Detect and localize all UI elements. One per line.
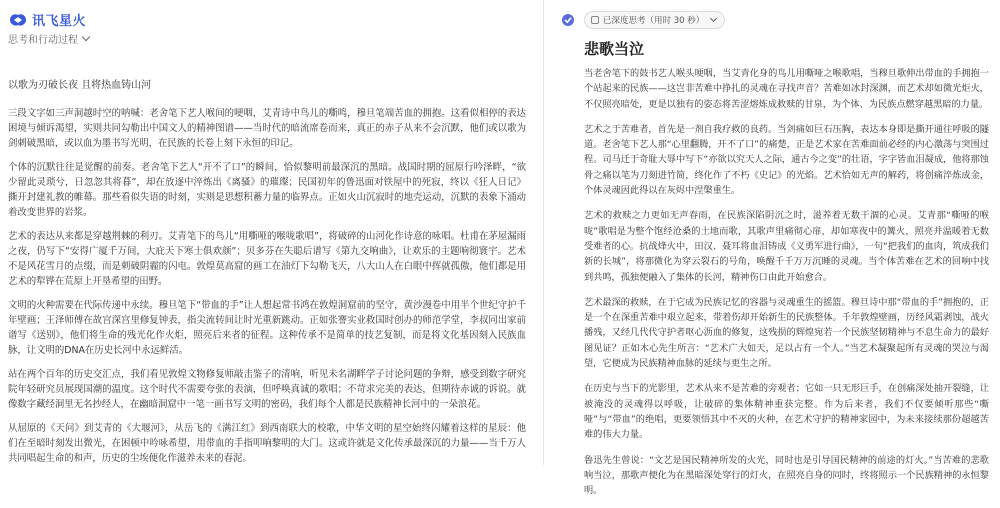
right-paragraph: 鲁迅先生曾说：“文艺是国民精神所发的火光，同时也是引导国民精神的前途的灯火。”当苦难的悲歌响当泣，那歌声便化为在黑暗深处穿行的灯火，在照亮自身的同时，终将照示一个民族精神的永恒黎明。 (584, 454, 989, 497)
chevron-down-icon (82, 33, 90, 41)
clock-icon (591, 16, 599, 24)
deep-think-label: 已深度思考（用时 30 秒） (603, 16, 705, 26)
deep-think-badge[interactable] (584, 11, 725, 29)
right-paragraph: 在历史与当下的光影里，艺术从来不是苦难的旁观者；它如一只无形巨手，在创痛深处抽开裂缝，让被淹没的灵魂得以呼吸，让破碎的集体精神重获完整。作为后来者，我们不仅要倾听那些“嘶哑”与“带血”的绝唱，更要领悟其中不灭的火种，在艺术守护的精神家园中，为未来接续那份超越苦难的伟大力量。 (584, 383, 989, 441)
left-paragraph: 文明的火种需要在代际传递中永续。穆旦笔下“带血的手”让人想起常书鸿在敦煌洞窟前的坚守，黄沙漫卷中用半个世纪守护千年壁画；王泽师傅在故宫深宫里修复钟表，指尖流转间让时光重新跳动。正如张謇实业救国时创办的师范学堂，李叔同出家前谱写《送别》，他们将生命的残光化作火炬，照亮后来者的征程。这种传承不是简单的技艺复制，而是将文化基因刻入民族血脉，让文明的DNA在历史长河中永远鲜活。 (8, 300, 526, 356)
pane-divider (543, 0, 544, 465)
left-paragraph: 艺术的表达从来都是穿越荆棘的利刃。艾青笔下的鸟儿“用嘶哑的喉咙歌唱”，将破碎的山河化作诗意的咏唱。杜甫在茅屋漏雨之夜，仍写下“安得广厦千万间，大庇天下寒士俱欢颜”；贝多芬在失聪后谱写《第九交响曲》，让欢乐的主题响彻寰宇。艺术不是风花雪月的点缀，而是刺破阴霾的闪电。敦煌莫高窟的画工在油灯下勾勒飞天，八大山人在白眼中挥就孤傲，他们都是用艺术的犁铧在荒原上开垦希望的田野。 (8, 231, 526, 287)
chevron-down-icon (710, 15, 717, 22)
left-essay-subtitle: 以歌为刃破长夜 且将热血铸山河 (8, 80, 152, 91)
left-paragraph: 三段文字如三声洞越时空的呐喊：老舍笔下艺人喉间的哽咽，艾青诗中鸟儿的嘶鸣，穆旦笔端苦血的拥抱。这看似相停的表达困境与倾诉渴望，实则共同勾勒出中国文人的精神图谱——当时代的暗流席卷而来，真正的赤子从来不会沉默，他们或以歌为剑刺破黑暗，或以血为墨书写光明，在民族的长卷上刻下永恒的印记。 (8, 108, 526, 149)
left-pane (0, 0, 540, 465)
process-toggle-label: 思考和行动过程 (8, 35, 78, 46)
brand-name: 讯飞星火 (32, 14, 87, 29)
right-paragraph: 艺术最深的救赎，在于它成为民族记忆的容器与灵魂重生的摇篮。穆旦诗中那“带血的手”拥抱的，正是一个在深重苦难中艰立起来，带着伤却开始新生的民族整体。千年敦煌壁画，历经风霜剥蚀，战火播残，又经几代代守护者呕心沥血的修复，这残损的辉煌宛若一个民族坚韧精神与不息生命力的最好图见证？正如木心先生所言：“艺术广大如天，足以占有一个人。”当艺术凝聚起所有灵魂的哭泣与渴望，它便成为民族精神血脉的延续与更生之所。 (584, 296, 989, 370)
process-toggle[interactable] (8, 31, 89, 46)
deep-think-icon (561, 13, 575, 27)
left-paragraph: 从屈原的《天问》到艾青的《大堰河》，从岳飞的《满江红》到西南联大的校歌，中华文明的星空始终闪耀着这样的星辰：他们在至暗时刻发出微光，在困顿中吟咏希望，用带血的手指叩响黎明的大门。这或许就是文化传承最深沉的力量——当千万人共同唱起生命的和声，历史的尘埃便化作滋养未来的春泥。 (8, 423, 526, 464)
right-paragraph: 艺术之于苦难者，首先是一剂自我疗救的良药。当剑痛如巨石压胸，表达本身即是撕开通往呼吸的隧道。老舍笔下艺人那“心里翻腾，开不了口”的痛楚，正是艺术家在苦难面前必经的内心激荡与突围过程。司马迁于奇耻大辱中写下“亦欲以究天人之际，通古今之变”的壮语，字字皆血泪凝成，他将那蚀骨之痛以笔为刀刻进竹简，终化作了不朽《史记》的光焰。艺术恰如无声的解药，将创痛淬炼成金，个体灵魂因此得以在灰烬中涅槃重生。 (584, 123, 989, 197)
essay-title: 悲歌当泣 (584, 40, 645, 58)
left-essay (8, 79, 526, 475)
right-paragraph: 当老舍笔下的鼓书艺人喉头哽咽，当艾青化身的鸟儿用嘶哑之喉歌唱，当穆旦歌伸出带血的手拥抱一个站起来的民族——这岂非苦难中挣扎的灵魂在寻找声音？苦难如冰封深渊，而艺术却如微光炬火，不仅照亮暗处，更是以独有的姿态将苦涩熔炼成救赎的甘泉，为个体、为民族点燃穿越黑暗的力量。 (584, 68, 989, 110)
right-essay (584, 66, 989, 508)
spark-logo-icon (8, 12, 28, 28)
brand[interactable] (8, 10, 86, 29)
right-paragraph: 艺术的救赎之力更如无声春雨，在民族深陷阴沉之时，滋养着无数干涸的心灵。艾青那“嘶哑的喉咙”歌唱是为整个饱经沧桑的土地而歌，其歌声里痛彻心扉，却如寒夜中的篝火，照亮并温暖着无数受难者的心。抗战烽火中，田汉、聂耳将血泪铸成《义勇军进行曲》，一句“把我们的血肉，筑成我们新的长城”，将那微化为穿云裂石的号角，唤醒千千万万沉睡的灵魂。当个体苦难在艺术的回响中找到共鸣，孤独便融入了集体的长河，精神伤口由此开始愈合。 (584, 210, 989, 283)
left-paragraph: 站在两个百年的历史交汇点，我们看见敦煌文物修复师敲击鉴子的清响，听见未名湖畔学子讨论问题的争辩，感受到数字研究院年轻研究员展现国潮的温度。这个时代不需要夸张的表演，但呼唤真诚的歌唱；不苛求完美的表达，但期待赤诚的诉说。就像数字藏经洞里无名抄经人，在幽暗洞窟中一笔一画书写文明的密码，我们每个人都是民族精神长河中的一朵浪花。 (8, 369, 526, 410)
left-paragraph: 个体的沉默往往是觉醒的前奏。老舍笔下艺人“开不了口”的瞬间，恰似黎明前最深沉的黑暗。战国时期的屈原行吟泽畔，“欲少留此灵琐兮，日忽忽其将暮”，却在放逐中淬炼出《离骚》的璀璨；民国初年的鲁迅面对铁屋中的死寂，终以《狂人日记》撕开封建礼教的帷幕。那些看似失语的时刻，实则是思想积蓄力量的临界点。正如火山沉寂时的地壳运动，沉默的表象下涌动着改变世界的岩浆。 (8, 162, 526, 218)
